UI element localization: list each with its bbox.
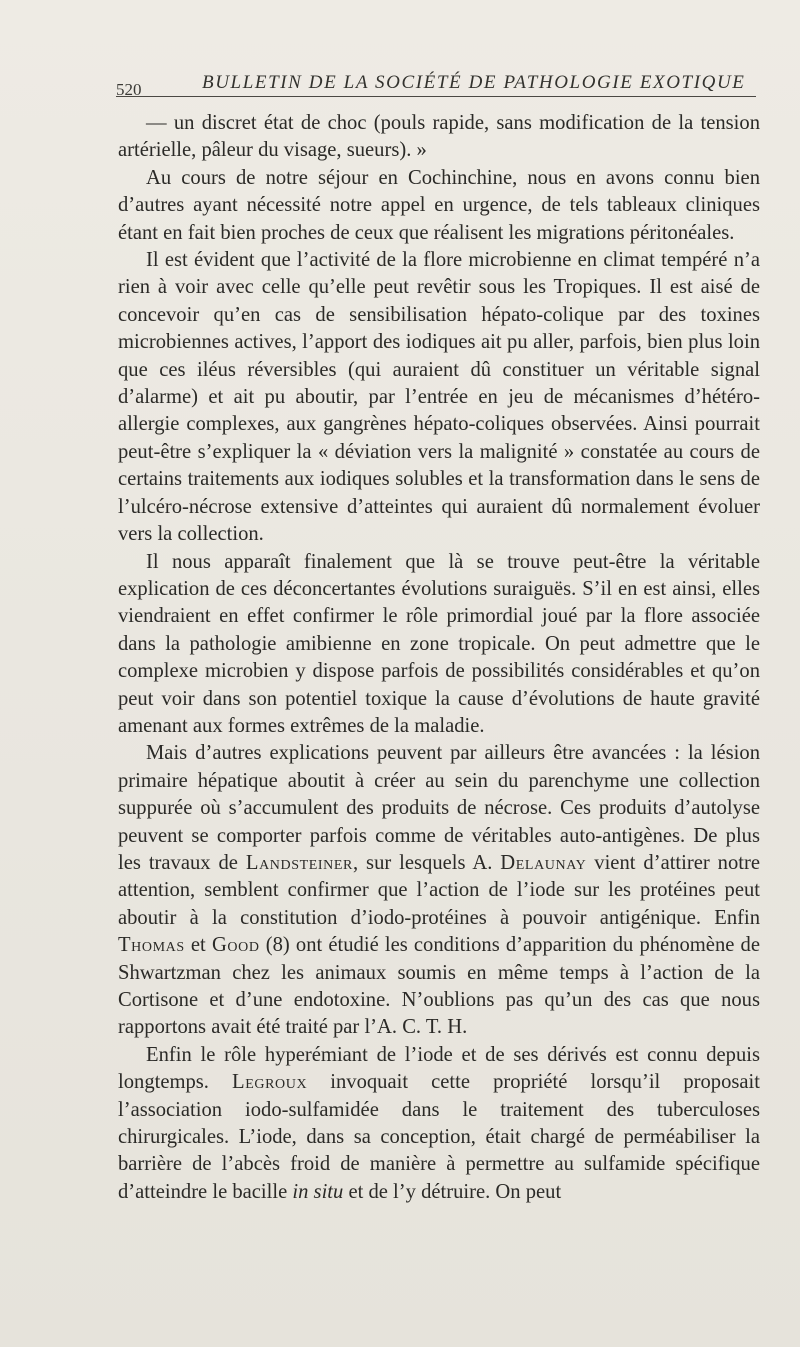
page-header [116,68,756,98]
paragraph [118,549,760,741]
header-rule [116,96,756,97]
text-run: Au cours de notre séjour en Cochinchine, nous en avons connu bien d’autres ayant nécessité notre appel en urgence, de tels tableaux cliniques étant en fait bien proches de ceux que réalisent les migrations péritonéales. [118,166,760,244]
author-name: Legroux [232,1071,308,1094]
author-name: Good [211,934,260,957]
text-run: — un discret état de choc (pouls rapide, sans modification de la tension artérielle, pâleur du visage, sueurs). » [118,112,760,162]
text-run: Mais d’autres explications peuvent par ailleurs être avancées : la lésion primaire hépatique aboutit à créer au sein du parenchyme une collection suppurée où s’accumulent des produits de nécrose. Ces produits d’autolyse peuvent se comporter parfois comme de véritables auto-antigènes. De plus les travaux de [118,742,760,874]
text-run: et [184,934,212,957]
body-text [118,110,760,1206]
running-title: BULLETIN DE LA SOCIÉTÉ DE PATHOLOGIE EXOTIQUE [202,72,746,93]
author-name: Delaunay [500,851,587,874]
text-run: Il est évident que l’activité de la flore microbienne en climat tempéré n’a rien à voir avec celle qu’elle peut revêtir sous les Tropiques. Il est aisé de concevoir qu’en cas de sensibilisation hépato-colique par des toxines microbiennes actives, l’apport des iodiques ait pu aller, parfois, bien plus loin que ces iléus réversibles (qui auraient dû constituer un véritable signal d’alarme) et ait pu aboutir, par l’entrée en jeu de mécanismes d’hétéro-allergie complexes, aux gangrènes hépato-coliques observées. Ainsi pourrait peut-être s’expliquer la « déviation vers la malignité » constatée au cours de certains traitements aux iodiques solubles et la transformation dans le sens de l’ulcéro-nécrose extensive d’atteintes qui auraient dû normalement évoluer vers la collection. [118,249,760,546]
paragraph [118,247,760,548]
text-run: Il nous apparaît finalement que là se trouve peut-être la véritable explication de ces déconcertantes évolutions suraiguës. S’il en est ainsi, elles viendraient en effet confirmer le rôle primordial joué par la flore associée dans la pathologie amibienne en zone tropicale. On peut admettre que le complexe microbien y dispose parfois de possibilités considérables et qu’on peut voir dans son potentiel toxique la cause d’évolutions de haute gravité amenant aux formes extrêmes de la maladie. [118,550,760,737]
author-name: Landsteiner [245,851,353,874]
paragraph [118,165,760,247]
page-number: 520 [116,80,142,99]
author-name: Thomas [118,934,185,957]
paragraph [118,740,760,1041]
text-run: et de l’y détruire. On peut [343,1180,562,1203]
text-run: invoquait cette propriété lorsqu’il proposait l’association iodo-sulfamidée dans le traitement des tuberculoses chirurgicales. L’iode, dans sa conception, était chargé de perméabiliser la barrière de l’abcès froid de manière à permettre au sulfamide spécifique d’atteindre le bacille [118,1071,761,1203]
paragraph [118,110,760,165]
text-run: (8) ont étudié les conditions d’apparition du phénomène de Shwartzman chez les animaux soumis en même temps à l’action de la Cortisone et d’une endotoxine. N’oublions pas qu’un des cas que nous rapportons avait été traité par l’A. C. T. H. [118,934,760,1039]
italic-term: in situ [292,1180,344,1203]
text-run: , sur lesquels A. [352,851,501,874]
paragraph [118,1042,760,1206]
text-run: Enfin le rôle hyperémiant de l’iode et de ses dérivés est connu depuis longtemps. [118,1043,760,1094]
text-run: vient d’attirer notre attention, semblent confirmer que l’action de l’iode sur les protéines peut aboutir à la constitution d’iodo-protéines à pouvoir antigénique. Enfin [118,851,760,929]
